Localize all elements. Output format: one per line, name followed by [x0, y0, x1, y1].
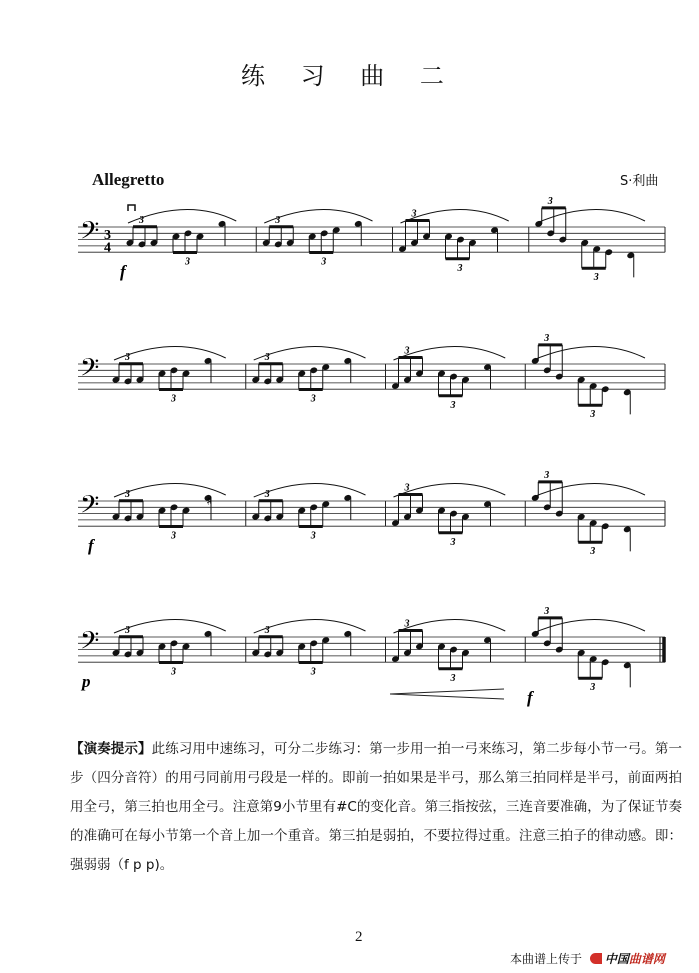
svg-text:3: 3: [125, 624, 130, 636]
svg-text:3: 3: [125, 351, 130, 363]
svg-text:3: 3: [104, 227, 111, 243]
svg-text:3: 3: [171, 666, 176, 678]
svg-text:3: 3: [321, 256, 327, 268]
performance-tips: [70, 735, 682, 880]
svg-text:3: 3: [310, 530, 316, 542]
svg-text:𝄢: 𝄢: [80, 353, 100, 389]
svg-text:𝄢: 𝄢: [80, 490, 100, 526]
svg-text:3: 3: [590, 546, 596, 558]
page-number: 2: [355, 929, 363, 945]
svg-text:3: 3: [171, 530, 176, 542]
svg-text:3: 3: [450, 672, 456, 684]
svg-text:f: f: [527, 688, 533, 707]
tips-body: 此练习用中速练习，可分二步练习：第一步用一拍一弓来练习，第二步每小节一弓。第一步（四分音符）的用弓同前用弓段是一样的。即前一拍如果是半弓，那么第三拍同样是半弓，前面两拍用全弓，第三拍也用全弓。注意第9小节里有#C的变化音。第三指按弦，三连音要准确，为了保证节奏的准确可在每小节第一个音上加一个重音。第三拍是弱拍，不要拉得过重。注意三拍子的律动感。即：强弱弱（f p p)。: [70, 741, 683, 873]
svg-text:3: 3: [590, 409, 596, 421]
svg-text:3: 3: [544, 469, 550, 481]
svg-text:3: 3: [547, 195, 553, 207]
svg-text:3: 3: [310, 666, 316, 678]
svg-text:3: 3: [411, 208, 417, 220]
svg-text:3: 3: [185, 256, 190, 268]
svg-text:3: 3: [544, 332, 550, 344]
svg-text:3: 3: [264, 351, 270, 363]
upload-footer: [510, 950, 665, 967]
svg-text:3: 3: [125, 488, 130, 500]
svg-text:p: p: [82, 672, 91, 691]
svg-text:♯: ♯: [206, 494, 213, 509]
svg-text:𝄢: 𝄢: [80, 216, 100, 252]
svg-text:3: 3: [593, 272, 599, 284]
svg-text:3: 3: [310, 393, 316, 405]
svg-text:3: 3: [457, 262, 463, 274]
svg-text:3: 3: [450, 399, 456, 411]
page-title: 练 习 曲 二: [241, 62, 458, 90]
svg-text:4: 4: [104, 240, 111, 256]
svg-text:3: 3: [590, 682, 596, 694]
site-logo: 中国曲谱网: [590, 950, 665, 967]
svg-text:3: 3: [404, 345, 410, 357]
svg-text:f: f: [88, 536, 94, 555]
tempo-marking: Allegretto: [92, 170, 165, 189]
svg-text:3: 3: [450, 536, 456, 548]
svg-text:3: 3: [544, 605, 550, 617]
svg-text:3: 3: [404, 482, 410, 494]
svg-text:3: 3: [171, 393, 176, 405]
svg-text:𝄢: 𝄢: [80, 626, 100, 662]
composer-credit: S·利曲: [620, 174, 659, 189]
tips-heading: 【演奏提示】: [70, 741, 152, 757]
svg-text:f: f: [120, 262, 126, 281]
svg-text:3: 3: [139, 214, 144, 226]
logo-icon: [590, 953, 602, 964]
svg-text:3: 3: [264, 624, 270, 636]
svg-text:3: 3: [264, 488, 270, 500]
svg-text:3: 3: [404, 618, 410, 630]
upload-text: 本曲谱上传于: [510, 952, 583, 966]
svg-text:3: 3: [275, 214, 281, 226]
